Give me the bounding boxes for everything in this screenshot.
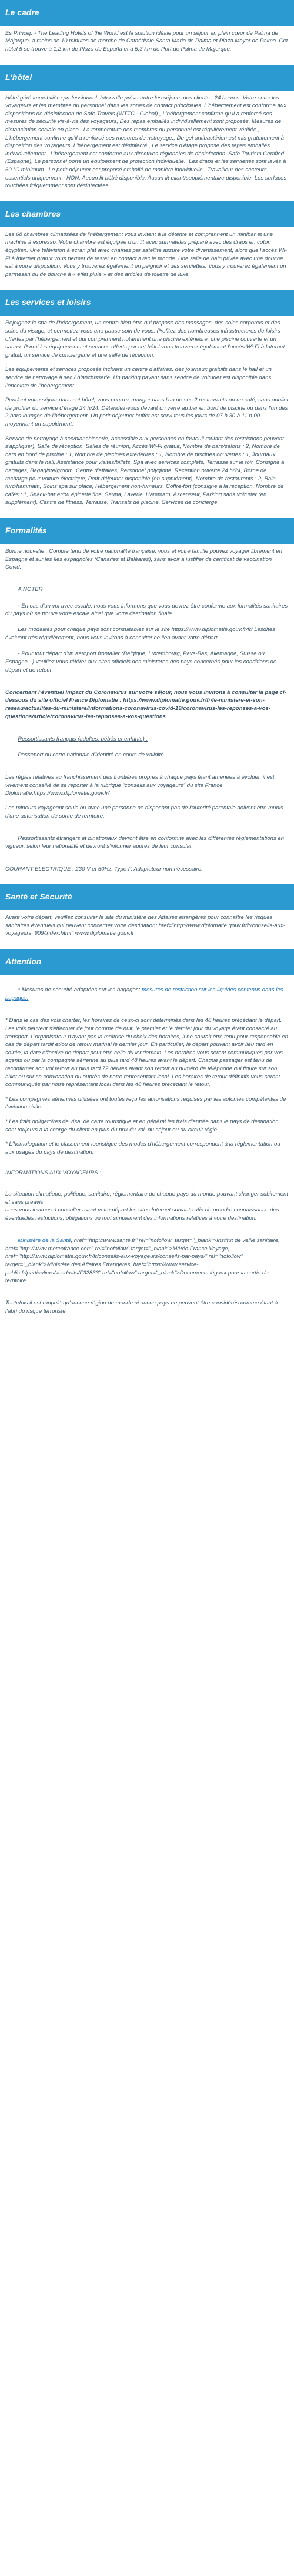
section-title-cadre: Le cadre [0, 0, 294, 26]
section-title-chambres: Les chambres [0, 201, 294, 227]
section-hotel [0, 65, 294, 190]
hotel-text: Hôtel géré immobilière professionnel. Intervalle prévu entre les séjours des clients : 24 heures. Votre entre les voyageurs et les membres du personnel dans les zones de contact principales. L'hébergement est conforme aux dispositions de désinfection de Safe Travels (WTTC - Global)., L'hébergement confirme qu'il a renforcé ses mesures de sécurité vis-à-vis des voyageurs, Des repas emballés individuellement sont proposés. Mesures de distanciation sociale en place., La température des membres du personnel est régulièrement vérifiée., L'hébergement confirme qu'il a renforcé ses mesures de nettoyage., Du gel antibactérien est mis gratuitement à disposition des voyageurs, L'hébergement est désinfecté., Le service d'étage propose des repas emballés individuellement., L'hébergement est conforme aux directives régionales de désinfection. Safe Tourism Certified (Espagne), Le personnel porte un équipement de protection individuelle., Les draps et les serviettes sont lavés à 60 °C minimum., Le petit-déjeuner est proposé emballé de manière individuelle., Travailleur des secteurs essentiels uniquement - NON, Aucun lit bébé disponible, Aucun lit pliant/supplémentaire disponible, Les surfaces touchées fréquemment sont désinfectées. [5, 94, 288, 190]
services-text-3: Pendant votre séjour dans cet hôtel, vous pourrez manger dans l'un de ses 2 restaurants ou un café, sans oublier de profiter du service d'étage 24 h/24. Détendez-vous devant un verre au bar en bord de piscine ou dans l'un des 2 bars-lounges de l'hébergement. Un petit-déjeuner buffet est servi tous les jours de 07 h 30 à 11 h 00 moyennant un supplément. [5, 397, 290, 427]
formalites-foreign-text: devront être en conformité avec les différentes réglementations en vigueur, selon leur nationalité et devront s'informer auprès de leur consulat. [5, 835, 286, 850]
attention-luggage-label: * Mesures de sécurité adoptées sur les bagages: [18, 987, 142, 994]
formalites-minors: Les mineurs voyageant seuls ou avec une personne ne disposant pas de l'autorité parentale doivent être munis d'une autorisation de sortie de territoire. [5, 805, 285, 819]
section-services [0, 290, 294, 507]
section-title-formalites: Formalités [0, 518, 294, 544]
attention-charter: * Dans le cas des vols charter, les horaires de ceux-ci sont déterminés dans les 48 heures précédant le départ. Les vols peuvent s'effectuer de jour comme de nuit, le premier et le dernier jour du voyage étant consacré au transport. L'organisateur n'ayant pas la maîtrise du choix des horaires, il ne saurait être tenu pour responsable en cas de départ tardif et/ou de retour matinal le dernier jour. En particulier, le départ pouvant avoir lieu tard en soirée, la date effective de départ peut être celle du lendemain. Les horaires vous seront communiqués par vos agents ou par la compagnie aérienne au plus tard 48 heures avant le départ. Chaque passager est tenu de reconfirmer son vol retour au plus tard 72 heures avant son retour au numéro de téléphone qui figure sur son billet ou sur sa convocation ou auprès de notre représentant local. Les horaires de retour définitifs vous seront communiqués par notre représentant local dans les 48 heures précédant le retour. [5, 1017, 290, 1088]
formalites-coronavirus: Concernant l'éventuel impact du Coronavirus sur votre séjour, nous vous invitons à consulter la page ci-dessous du site officiel France Diplomatie : https://www.diplomatie.gouv.fr/fr/le-ministere-et-son-reseau/actualites-du-ministere/informations-coronavirus-covid-19/coronavirus-les-reponses-a-vos-questions/article/coronavirus-les-reponses-a-vos-questions [5, 689, 286, 720]
attention-fees: * Les frais obligatoires de visa, de carte touristique et en général les frais d'entrée dans le pays de destination sont toujours à la charge du client en plus du prix du vol, du séjour ou du circuit réglé. [5, 1118, 280, 1133]
formalites-french-title: Ressortissants français (adultes, bébés et enfants) : [18, 735, 148, 742]
services-text-1: Rejoignez le spa de l'hébergement, un centre bien-être qui propose des massages, des soins corporels et des soins du visage, et permettez-vous une pause soin de vous. Profitez des nombreuses infrastructures de loisirs offertes par l'hébergement et qui comprennent notamment une piscine extérieure, une piscine couverte et un sauna. Parmi les équipements et services offerts par cet hôtel vous trouverez également l'accès Wi-Fi à Internet gratuit, un service de conciergerie et une salle de réception. [5, 320, 286, 358]
attention-links-text: , href="http://www.sante.fr" rel="nofollow" target="_blank">Institut de veille sanitaire, href="http://www.meteofrance.com" rel="nofollow" target="_blank">Météo France Voyage, href="http://www.diplomatie.gouv.fr/fr/conseils-aux-voyageurs/conseils-par-pays/" rel="nofollow" target="_blank">Ministère des Affaires Etrangères, href="https://www.service-public.fr/particuliers/vosdroits/F32833" rel="nofollow" target="_blank">Documents légaux pour la sortie du territoire. [5, 1237, 282, 1284]
attention-info-title: INFORMATIONS AUX VOYAGEURS : [5, 1170, 102, 1177]
liquids-restriction-link[interactable]: mesures de restriction sur les liquides contenus dans les bagages. [5, 987, 285, 1002]
section-formalites [0, 518, 294, 873]
formalites-foreign-title: Ressortissants étrangers et binationaux [18, 835, 117, 842]
formalites-electric: COURANT ELECTRIQUE : 230 V et 50Hz. Type F. Adaptateur non nécessaire. [5, 865, 203, 872]
formalites-borders: Les règles relatives au franchissement des frontières propres à chaque pays étant amenées à évoluer, il est vivement conseillé de se reporter à la rubrique "conseils aux voyageurs" du site France Diplomatie,https://www.diplomatie.gouv.fr/ [5, 774, 276, 797]
services-text-2: Les équipements et services proposés incluent un centre d'affaires, des journaux gratuits dans le hall et un service de nettoyage à sec / blanchisserie. Un parking payant sans service de voiturier est disponible dans l'enceinte de l'hébergement. [5, 366, 273, 389]
section-attention [0, 949, 294, 1316]
ministere-sante-link[interactable]: Ministère de la Santé [18, 1237, 71, 1244]
section-title-attention: Attention [0, 949, 294, 975]
chambres-text: Les 68 chambres climatisées de l'hébergement vous invitent à la détente et comprennent un minibar et une machine à espresso. Votre chambre est équipée d'un lit avec surmatelas préparé avec des draps en coton égyptien. Une télévision à écran plat avec chaînes par satellite assure votre divertissement, alors que l'accès Wi-Fi à Internet gratuit vous permet de rester en contact avec le monde. Une salle de bain privée avec une douche est à votre disposition. Vous y trouverez également un peignoir et des serviettes. Vous y trouverez également un parmesan ou de douche à « effet pluie » et des articles de toilette de luxe. [5, 231, 288, 278]
section-chambres [0, 201, 294, 279]
section-title-hotel: L'hôtel [0, 65, 294, 91]
formalites-note-2: Les modalités pour chaque pays sont consultables sur le site https://www.diplomatie.gouv.fr/fr/ Lesdites évoluant très régulièrement, nous vous invitons à consulter ce lien avant votre départ. [5, 626, 277, 642]
section-cadre [0, 0, 294, 54]
formalites-note-1: - En cas d'un vol avec escale, nous vous informons que vous devrez être conforme aux formalités sanitaires du pays où se trouve votre escale ainsi que votre destination finale. [5, 602, 289, 618]
formalites-text-1: Bonne nouvelle : Compte tenu de votre nationalité française, vous et votre famille pouvez voyager librement en Espagne et sur les îles espagnoles (Canaries et Baléares), sans avoir à justifier de certificat de vaccination Covid. [5, 547, 284, 571]
formalites-french-text: Passeport ou carte nationale d'identité en cours de validité. [18, 751, 166, 758]
section-title-services: Les services et loisirs [0, 290, 294, 316]
section-title-sante: Santé et Sécurité [0, 884, 294, 910]
attention-airlines: * Les compagnies aériennes utilisées ont toutes reçu les autorisations requises par les autorités compétentes de l'aviation civile. [5, 1096, 288, 1111]
cadre-text: Es Princep - The Leading Hotels of the World est la solution idéale pour un séjour en plein cœur de Palma de Majorque, à moins de 10 minutes de marche de Cathédrale Santa Maria de Palma et Plaza Mayor de Palma. Cet hôtel 5 se trouve à 1,2 km de Plaza de España et à 5,3 km de Port de Palma de Majorque. [5, 29, 290, 53]
formalites-note-title: A NOTER [18, 586, 43, 593]
attention-info-text: La situation climatique, politique, sanitaire, réglementaire de chaque pays du monde pouvant changer subitement et sans préavis nous vous invitons à consulter avant votre départ les sites Internet suivants afin de prendre connaissance des éventuelles restrictions, obligations ou tout simplement des informations relatives à votre destination. [5, 1191, 289, 1221]
attention-terrorism: Toutefois il est rappelé qu'aucune région du monde ni aucun pays ne peuvent être considérés comme étant à l'abri du risque terroriste. [5, 1300, 280, 1314]
attention-homologation: * L'homologation et le classement touristique des modes d'hébergement correspondent à la réglementation ou aux usages du pays de destination. [5, 1141, 282, 1156]
formalites-note-3: - Pour tout départ d'un aéroport frontalier (Belgique, Luxembourg, Pays-Bas, Allemagne, Suisse ou Espagne...) veuillez vous référer aux sites officiels des ministères des pays concernés pour les conditions de départ et de retour. [5, 650, 278, 673]
section-sante [0, 884, 294, 938]
sante-text: Avant votre départ, veuillez consulter le site du ministère des Affaires étrangères pour connaître les risques sanitaires éventuels qui peuvent concerner votre destination: href="http://www.diplomatie.gouv.fr/fr/conseils-aux-voyageurs_909/index.html">www.diplomatie.gouv.fr [5, 914, 285, 937]
services-text-4: Service de nettoyage à sec/blanchisserie, Accessible aux personnes en fauteuil roulant (les restrictions peuvent s'appliquer), Salle de réception, Salles de réunion, Accès Wi-Fi gratuit, Nombre de bars/salons : 2, Nombre de bars en bord de piscine : 1, Nombre de piscines extérieures : 1, Nombre de piscines couvertes : 1, Journaux gratuits dans le hall, Assistance pour visites/billets, Spa avec services complets, Terrasse sur le toit, Consigne à bagages, Bagagiste/groom, Centre d'affaires, Personnel polyglotte, Réception ouverte 24 h/24, Borne de recharge pour voiture électrique, Petit-déjeuner disponible (en supplément), Nombre de restaurants : 2, Bain turc/hammam, Soins spa sur place, Hébergement non-fumeurs, Coffre-fort (consigne à la réception, Nombre de cafés : 1, Snack-bar et/ou épicerie fine, Sauna, Laverie, Hammam, Ascenseur, Parking sans voiturier (en supplément), Centre de fitness, Terrasse, Transats de piscine, Services de concierge [5, 435, 286, 506]
